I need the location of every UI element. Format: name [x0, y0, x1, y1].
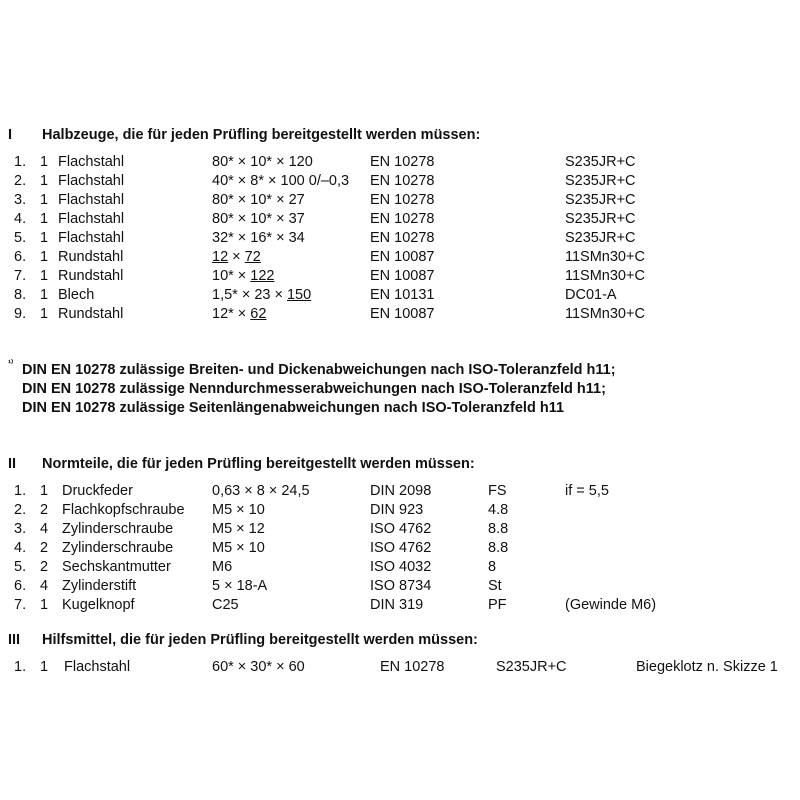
s1-row-4-num: 4. [14, 211, 27, 227]
s3-row-1-norm: EN 10278 [380, 659, 445, 675]
section-3-numeral: III [8, 632, 21, 648]
footnote-line-3: DIN EN 10278 zulässige Seitenlängenabweichungen nach ISO-Toleranzfeld h11 [22, 400, 565, 416]
s1-row-5-material: S235JR+C [565, 230, 636, 246]
s2-row-6-qty: 4 [40, 578, 49, 594]
s1-row-9-dim [212, 305, 266, 323]
s3-row-1-num: 1. [14, 659, 27, 675]
s1-row-4-name: Flachstahl [58, 211, 125, 227]
s1-row-6-dim-b: 72 [244, 249, 261, 265]
s1-row-3-name: Flachstahl [58, 192, 125, 208]
s1-row-2-qty: 1 [40, 173, 49, 189]
s2-row-5-grade: 8 [488, 559, 497, 575]
s2-row-3-dim: M5 × 12 [212, 521, 265, 537]
s2-row-7-name: Kugelknopf [62, 597, 135, 613]
s1-row-5-num: 5. [14, 230, 27, 246]
s2-row-1-grade: FS [488, 483, 507, 499]
s1-row-1-norm: EN 10278 [370, 154, 435, 170]
s2-row-7-note: (Gewinde M6) [565, 597, 657, 613]
s1-row-9-dim-a: 12* × [212, 306, 251, 322]
s1-row-7-norm: EN 10087 [370, 268, 435, 284]
s1-row-8-name: Blech [58, 287, 95, 303]
s2-row-3-grade: 8.8 [488, 521, 509, 537]
s1-row-1-num: 1. [14, 154, 27, 170]
s2-row-5-num: 5. [14, 559, 27, 575]
s1-row-7-material: 11SMn30+C [565, 268, 645, 284]
s2-row-6-dim: 5 × 18-A [212, 578, 268, 594]
s2-row-7-qty: 1 [40, 597, 49, 613]
s2-row-4-dim: M5 × 10 [212, 540, 265, 556]
s2-row-1-qty: 1 [40, 483, 49, 499]
footnote-marker: ¹⁾ [8, 358, 14, 368]
section-1-heading: Halbzeuge, die für jeden Prüfling bereitgestellt werden müssen: [42, 127, 481, 143]
s2-row-5-norm: ISO 4032 [370, 559, 432, 575]
s1-row-9-dim-b: 62 [250, 306, 267, 322]
s1-row-7-name: Rundstahl [58, 268, 124, 284]
s2-row-3-num: 3. [14, 521, 27, 537]
s2-row-2-num: 2. [14, 502, 27, 518]
s2-row-4-name: Zylinderschraube [62, 540, 174, 556]
s2-row-4-grade: 8.8 [488, 540, 509, 556]
s1-row-6-material: 11SMn30+C [565, 249, 645, 265]
s1-row-8-num: 8. [14, 287, 27, 303]
s1-row-2-dim: 40* × 8* × 100 0/–0,3 [212, 173, 350, 189]
s1-row-3-num: 3. [14, 192, 27, 208]
s1-row-1-qty: 1 [40, 154, 49, 170]
s2-row-2-qty: 2 [40, 502, 49, 518]
s1-row-6-name: Rundstahl [58, 249, 124, 265]
s2-row-3-qty: 4 [40, 521, 49, 537]
s1-row-6-dim-sep: × [228, 249, 245, 265]
s2-row-7-num: 7. [14, 597, 27, 613]
s2-row-2-name: Flachkopfschraube [62, 502, 185, 518]
s2-row-5-dim: M6 [212, 559, 233, 575]
s2-row-5-qty: 2 [40, 559, 49, 575]
s1-row-2-num: 2. [14, 173, 27, 189]
s1-row-2-norm: EN 10278 [370, 173, 435, 189]
s1-row-4-dim: 80* × 10* × 37 [212, 211, 305, 227]
s2-row-2-norm: DIN 923 [370, 502, 424, 518]
s1-row-3-material: S235JR+C [565, 192, 636, 208]
footnote-line-1: DIN EN 10278 zulässige Breiten- und Dickenabweichungen nach ISO-Toleranzfeld h11; [22, 362, 616, 378]
s1-row-8-dim-b: 150 [286, 287, 312, 303]
s1-row-9-norm: EN 10087 [370, 306, 435, 322]
s1-row-9-qty: 1 [40, 306, 49, 322]
s3-row-1-dim: 60* × 30* × 60 [212, 659, 305, 675]
s1-row-8-dim [212, 286, 311, 304]
s3-row-1-note: Biegeklotz n. Skizze 1 [636, 659, 778, 675]
s1-row-9-name: Rundstahl [58, 306, 124, 322]
s1-row-4-norm: EN 10278 [370, 211, 435, 227]
s1-row-4-qty: 1 [40, 211, 49, 227]
s1-row-4-material: S235JR+C [565, 211, 636, 227]
s1-row-6-dim [212, 248, 261, 266]
s2-row-2-grade: 4.8 [488, 502, 509, 518]
s1-row-7-qty: 1 [40, 268, 49, 284]
s2-row-7-dim: C25 [212, 597, 239, 613]
s2-row-6-num: 6. [14, 578, 27, 594]
s1-row-3-norm: EN 10278 [370, 192, 435, 208]
s2-row-5-name: Sechskantmutter [62, 559, 171, 575]
s3-row-1-qty: 1 [40, 659, 49, 675]
s2-row-3-norm: ISO 4762 [370, 521, 432, 537]
s2-row-2-dim: M5 × 10 [212, 502, 265, 518]
s2-row-6-name: Zylinderstift [62, 578, 137, 594]
s1-row-8-dim-a: 1,5* × 23 × [212, 287, 287, 303]
section-2-heading: Normteile, die für jeden Prüfling bereitgestellt werden müssen: [42, 456, 475, 472]
s1-row-1-name: Flachstahl [58, 154, 125, 170]
s1-row-7-dim [212, 267, 275, 285]
section-3-heading: Hilfsmittel, die für jeden Prüfling bereitgestellt werden müssen: [42, 632, 478, 648]
section-2-numeral: II [8, 456, 17, 472]
s1-row-8-material: DC01-A [565, 287, 617, 303]
s2-row-7-grade: PF [488, 597, 507, 613]
section-1-numeral: I [8, 127, 13, 143]
s1-row-2-name: Flachstahl [58, 173, 125, 189]
s1-row-8-norm: EN 10131 [370, 287, 435, 303]
s2-row-1-num: 1. [14, 483, 27, 499]
s1-row-2-material: S235JR+C [565, 173, 636, 189]
s2-row-4-num: 4. [14, 540, 27, 556]
s2-row-3-name: Zylinderschraube [62, 521, 174, 537]
s1-row-3-qty: 1 [40, 192, 49, 208]
s3-row-1-material: S235JR+C [496, 659, 567, 675]
s1-row-5-norm: EN 10278 [370, 230, 435, 246]
s2-row-1-norm: DIN 2098 [370, 483, 432, 499]
s2-row-4-qty: 2 [40, 540, 49, 556]
s1-row-6-num: 6. [14, 249, 27, 265]
s2-row-6-norm: ISO 8734 [370, 578, 432, 594]
s1-row-7-dim-a: 10* × [212, 268, 251, 284]
s1-row-9-material: 11SMn30+C [565, 306, 645, 322]
s1-row-9-num: 9. [14, 306, 27, 322]
s2-row-7-norm: DIN 319 [370, 597, 424, 613]
s1-row-5-qty: 1 [40, 230, 49, 246]
s1-row-6-qty: 1 [40, 249, 49, 265]
s1-row-8-qty: 1 [40, 287, 49, 303]
footnote-line-2: DIN EN 10278 zulässige Nenndurchmesserabweichungen nach ISO-Toleranzfeld h11; [22, 381, 606, 397]
s2-row-4-norm: ISO 4762 [370, 540, 432, 556]
s1-row-6-dim-a: 12 [212, 249, 229, 265]
s1-row-7-dim-b: 122 [250, 268, 275, 284]
s2-row-1-name: Druckfeder [62, 483, 133, 499]
s1-row-5-name: Flachstahl [58, 230, 125, 246]
s1-row-1-dim: 80* × 10* × 120 [212, 154, 313, 170]
s1-row-7-num: 7. [14, 268, 27, 284]
s2-row-6-grade: St [488, 578, 502, 594]
s2-row-1-note: if = 5,5 [565, 483, 609, 499]
s1-row-3-dim: 80* × 10* × 27 [212, 192, 305, 208]
s1-row-5-dim: 32* × 16* × 34 [212, 230, 305, 246]
s2-row-1-dim: 0,63 × 8 × 24,5 [212, 483, 310, 499]
s3-row-1-name: Flachstahl [64, 659, 131, 675]
s1-row-6-norm: EN 10087 [370, 249, 435, 265]
s1-row-1-material: S235JR+C [565, 154, 636, 170]
